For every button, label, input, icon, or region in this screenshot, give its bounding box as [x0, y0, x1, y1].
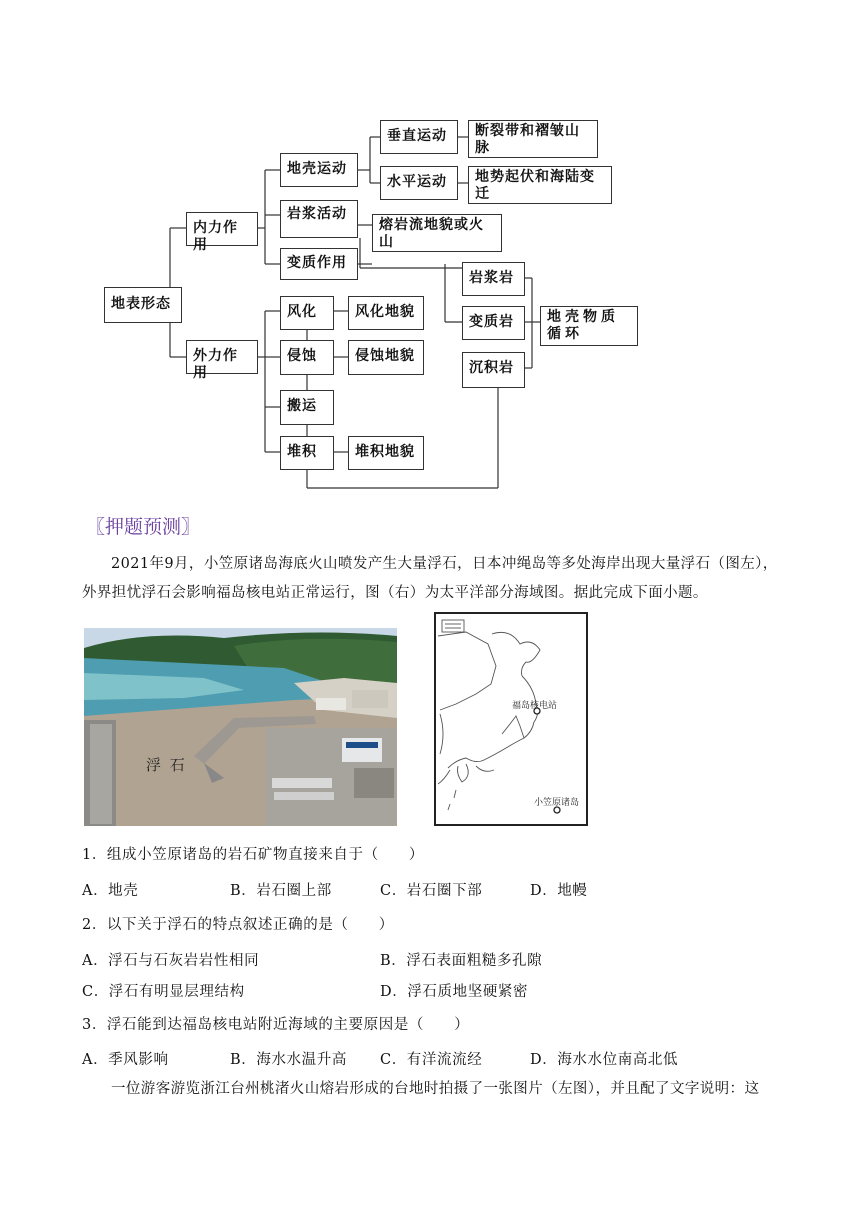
question-2-option-d: D．浮石质地坚硬紧密: [380, 984, 529, 1000]
map-label-fukushima: 福岛核电站: [512, 701, 558, 711]
photo-label: 浮 石: [146, 756, 187, 774]
question-3-option-a: A．季风影响: [82, 1052, 169, 1068]
node-fault-fold: 断裂带和褶皱山脉: [468, 120, 598, 158]
node-transport: 搬运: [280, 390, 334, 425]
node-sedimentary-rock: 沉积岩: [462, 352, 525, 388]
node-weathering-landform: 风化地貌: [348, 296, 424, 330]
question-1-option-d: D．地幔: [530, 883, 588, 899]
node-weathering: 风化: [280, 296, 334, 330]
node-magma-activity: 岩浆活动: [280, 200, 358, 238]
map-label-ogasawara: 小笠原诸岛: [534, 798, 580, 808]
question-2-stem: 2．以下关于浮石的特点叙述正确的是（ ）: [82, 917, 394, 933]
node-igneous-rock: 岩浆岩: [462, 262, 525, 296]
trailing-paragraph: 一位游客游览浙江台州桃渚火山熔岩形成的台地时拍摄了一张图片（左图），并且配了文字说明：这: [111, 1081, 760, 1097]
question-1-stem: 1．组成小笠原诸岛的岩石矿物直接来自于（ ）: [82, 847, 425, 863]
node-deposition-landform: 堆积地貌: [348, 436, 424, 470]
question-3-option-b: B．海水水温升高: [230, 1052, 347, 1068]
question-1-option-a: A．地壳: [82, 883, 139, 899]
question-3-option-c: C．有洋流流经: [380, 1052, 483, 1068]
node-metamorphic-rock: 变质岩: [462, 306, 525, 340]
node-external-force: 外力作用: [186, 340, 258, 374]
node-deposition: 堆积: [280, 436, 334, 470]
node-vertical-movement: 垂直运动: [380, 120, 458, 154]
node-metamorphism: 变质作用: [280, 248, 358, 280]
node-horizontal-movement: 水平运动: [380, 166, 458, 200]
node-erosion-landform: 侵蚀地貌: [348, 340, 424, 375]
pumice-harbor-photo: [84, 628, 397, 826]
intro-paragraph: 2021年9月，小笠原诸岛海底火山喷发产生大量浮石，日本冲绳岛等多处海岸出现大量浮石（图左），外界担忧浮石会影响福岛核电站正常运行，图（右）为太平洋部分海域图。据此完成下面小题。: [82, 556, 778, 601]
question-3-option-d: D．海水水位南高北低: [530, 1052, 679, 1068]
question-2-option-a: A．浮石与石灰岩岩性相同: [82, 953, 260, 969]
node-crust-cycle: 地壳物质循环: [540, 306, 638, 346]
node-root: 地表形态: [104, 287, 182, 323]
question-2-option-b: B．浮石表面粗糙多孔隙: [380, 953, 543, 969]
node-erosion: 侵蚀: [280, 340, 334, 375]
node-crust-movement: 地壳运动: [280, 153, 358, 187]
node-terrain-change: 地势起伏和海陆变迁: [468, 166, 612, 204]
pacific-map: [434, 612, 588, 826]
question-2-option-c: C．浮石有明显层理结构: [82, 984, 245, 1000]
node-internal-force: 内力作用: [186, 212, 258, 246]
question-1-option-b: B．岩石圈上部: [230, 883, 332, 899]
node-lava-landform: 熔岩流地貌或火山: [372, 214, 502, 252]
question-3-stem: 3．浮石能到达福岛核电站附近海域的主要原因是（ ）: [82, 1017, 470, 1033]
section-title: 〖押题预测〗: [86, 516, 201, 538]
question-1-option-c: C．岩石圈下部: [380, 883, 483, 899]
